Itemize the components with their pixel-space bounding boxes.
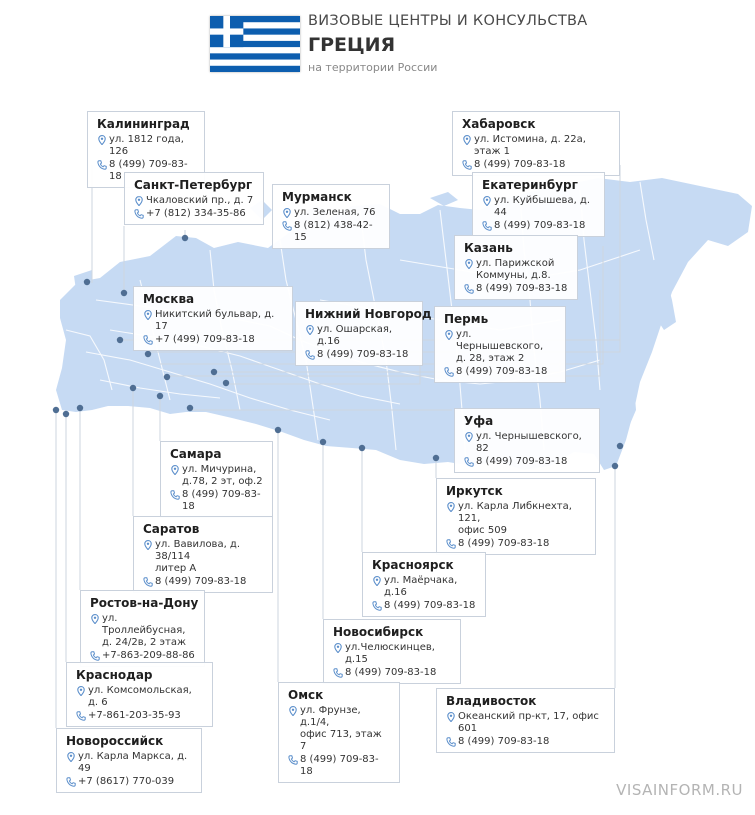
- phone-icon: [143, 577, 153, 587]
- city-card-murmansk: [272, 184, 390, 249]
- city-name: Санкт-Петербург: [134, 178, 253, 192]
- location-pin-icon: [143, 540, 153, 550]
- address-line: д.78, 2 эт, оф.2: [182, 476, 263, 487]
- phone-number[interactable]: 8 (499) 709-83-18: [458, 538, 550, 549]
- address: [462, 134, 611, 158]
- phone-number[interactable]: 8 (499) 709-83-18: [456, 366, 548, 377]
- phone[interactable]: [462, 159, 611, 171]
- address: [333, 642, 452, 666]
- phone-number[interactable]: +7-861-203-35-93: [88, 710, 181, 721]
- phone-icon: [446, 539, 456, 549]
- phone[interactable]: [134, 208, 255, 220]
- phone[interactable]: [170, 489, 264, 513]
- phone-number[interactable]: 8 (812) 438-42-15: [294, 220, 373, 243]
- phone[interactable]: [482, 220, 596, 232]
- city-card-irkutsk: [436, 478, 596, 555]
- phone[interactable]: [282, 220, 381, 244]
- city-card-saratov: [133, 516, 273, 593]
- address: [143, 539, 264, 575]
- address: [90, 613, 196, 649]
- phone-icon: [464, 457, 474, 467]
- phone-number[interactable]: 8 (499) 709-83-18: [476, 456, 568, 467]
- location-pin-icon: [143, 310, 153, 320]
- phone[interactable]: [444, 366, 557, 378]
- city-card-novosibirsk: [323, 619, 461, 684]
- address: [170, 464, 264, 488]
- phone-number[interactable]: 8 (499) 709-83-18: [317, 349, 409, 360]
- city-card-kazan: [454, 235, 578, 300]
- address-line: д. 24/2в, 2 этаж: [102, 637, 186, 648]
- location-pin-icon: [444, 330, 454, 340]
- city-name: Новороссийск: [66, 734, 164, 748]
- phone-icon: [482, 221, 492, 231]
- phone[interactable]: [333, 667, 452, 679]
- address-line: ул. Троллейбусная,: [102, 613, 186, 636]
- city-card-omsk: [278, 682, 400, 783]
- phone-number[interactable]: 8 (499) 709-83-18: [345, 667, 437, 678]
- header-subtitle: на территории России: [308, 61, 438, 74]
- address-line: ул. Чернышевского,: [456, 329, 544, 352]
- address-line: ул.Челюскинцев, д.15: [345, 642, 435, 665]
- phone-icon: [97, 160, 107, 170]
- phone-icon: [288, 755, 298, 765]
- address: [482, 195, 596, 219]
- location-pin-icon: [464, 432, 474, 442]
- city-name: Саратов: [143, 522, 200, 536]
- address: [282, 207, 381, 219]
- phone[interactable]: [90, 650, 196, 662]
- location-pin-icon: [76, 686, 86, 696]
- location-pin-icon: [170, 465, 180, 475]
- city-name: Новосибирск: [333, 625, 424, 639]
- city-name: Ростов-на-Дону: [90, 596, 199, 610]
- city-card-ufa: [454, 408, 600, 473]
- city-name: Красноярск: [372, 558, 454, 572]
- phone-icon: [444, 367, 454, 377]
- address-line: Коммуны, д.8.: [476, 270, 551, 281]
- address-line: ул. Мичурина,: [182, 464, 257, 475]
- city-name: Екатеринбург: [482, 178, 578, 192]
- city-card-krasnoyarsk: [362, 552, 486, 617]
- phone-number[interactable]: 8 (499) 709-83-18: [474, 159, 566, 170]
- address: [464, 258, 569, 282]
- city-name: Казань: [464, 241, 513, 255]
- phone-number[interactable]: 8 (499) 709-83-18: [384, 600, 476, 611]
- location-pin-icon: [464, 259, 474, 269]
- address: [446, 711, 606, 735]
- address-line: ул. Маёрчака, д.16: [384, 575, 458, 598]
- address-line: ул. Фрунзе, д.1/4,: [300, 705, 361, 728]
- phone-icon: [134, 209, 144, 219]
- address-line: ул. Чернышевского, 82: [476, 431, 582, 454]
- phone-number[interactable]: 8 (499) 709-83-18: [458, 736, 550, 747]
- address-line: ул. Комсомольская, д. 6: [88, 685, 192, 708]
- location-pin-icon: [305, 325, 315, 335]
- header-title: ВИЗОВЫЕ ЦЕНТРЫ И КОНСУЛЬСТВА: [308, 13, 588, 29]
- location-pin-icon: [97, 135, 107, 145]
- phone[interactable]: [446, 538, 587, 550]
- address-line: ул. Куйбышева, д. 44: [494, 195, 591, 218]
- location-pin-icon: [90, 614, 100, 624]
- location-pin-icon: [333, 643, 343, 653]
- city-name: Москва: [143, 292, 195, 306]
- city-name: Пермь: [444, 312, 489, 326]
- phone-icon: [66, 777, 76, 787]
- city-name: Мурманск: [282, 190, 352, 204]
- city-name: Иркутск: [446, 484, 503, 498]
- address: [97, 134, 196, 158]
- phone-number[interactable]: +7-863-209-88-86: [102, 650, 195, 661]
- city-card-ekaterinburg: [472, 172, 605, 237]
- phone-number[interactable]: 8 (499) 709-83-18: [109, 159, 188, 182]
- phone-icon: [76, 711, 86, 721]
- address-line: офис 509: [458, 525, 507, 536]
- address-line: ул. Вавилова, д. 38/114: [155, 539, 241, 562]
- phone-icon: [462, 160, 472, 170]
- address-line: д. 28, этаж 2: [456, 353, 525, 364]
- address-line: офис 713, этаж 7: [300, 729, 382, 752]
- phone[interactable]: [143, 334, 284, 346]
- phone[interactable]: [288, 754, 391, 778]
- city-name: Владивосток: [446, 694, 537, 708]
- city-name: Нижний Новгород: [305, 307, 432, 321]
- address: [464, 431, 591, 455]
- city-card-khabarovsk: [452, 111, 620, 176]
- phone[interactable]: [372, 600, 477, 612]
- phone[interactable]: [464, 456, 591, 468]
- phone[interactable]: [143, 576, 264, 588]
- phone-number[interactable]: +7 (812) 334-35-86: [146, 208, 246, 219]
- phone-icon: [282, 221, 292, 231]
- city-card-sankt-peterburg: [124, 172, 264, 225]
- address-line: Никитский бульвар, д. 17: [155, 309, 275, 332]
- city-card-vladivostok: [436, 688, 615, 753]
- address: [76, 685, 204, 709]
- city-name: Уфа: [464, 414, 494, 428]
- address-line: ул. Истомина, д. 22а, этаж 1: [474, 134, 586, 157]
- phone-icon: [170, 490, 180, 500]
- phone-number[interactable]: 8 (499) 709-83-18: [494, 220, 586, 231]
- address-line: ул. Зеленая, 76: [294, 207, 376, 218]
- address: [444, 329, 557, 365]
- city-name: Самара: [170, 447, 222, 461]
- location-pin-icon: [66, 752, 76, 762]
- phone-icon: [90, 651, 100, 661]
- phone-number[interactable]: +7 (8617) 770-039: [78, 776, 175, 787]
- phone-number[interactable]: 8 (499) 709-83-18: [476, 283, 568, 294]
- address: [134, 195, 255, 207]
- address-line: ул. 1812 года, 126: [109, 134, 184, 157]
- city-name: Краснодар: [76, 668, 153, 682]
- location-pin-icon: [482, 196, 492, 206]
- address-line: ул. Ошарская, д.16: [317, 324, 393, 347]
- phone[interactable]: [305, 349, 414, 361]
- phone-number[interactable]: 8 (499) 709-83-18: [300, 754, 379, 777]
- city-card-samara: [160, 441, 273, 518]
- city-name: Хабаровск: [462, 117, 536, 131]
- location-pin-icon: [446, 502, 456, 512]
- phone-number[interactable]: +7 (499) 709-83-18: [155, 334, 255, 345]
- city-card-rostov-na-donu: [80, 590, 205, 667]
- city-card-nizhniy-novgorod: [295, 301, 432, 366]
- location-pin-icon: [372, 576, 382, 586]
- location-pin-icon: [288, 706, 298, 716]
- phone-icon: [333, 668, 343, 678]
- address: [446, 501, 587, 537]
- phone-icon: [305, 350, 315, 360]
- phone-icon: [143, 335, 153, 345]
- location-pin-icon: [446, 712, 456, 722]
- address-line: Чкаловский пр., д. 7: [146, 195, 254, 206]
- address-line: литер А: [155, 563, 197, 574]
- address: [372, 575, 477, 599]
- location-pin-icon: [462, 135, 472, 145]
- address: [66, 751, 193, 775]
- phone[interactable]: [66, 776, 193, 788]
- location-pin-icon: [134, 196, 144, 206]
- address: [288, 705, 391, 753]
- phone-icon: [372, 601, 382, 611]
- address: [143, 309, 284, 333]
- header-country: ГРЕЦИЯ: [308, 34, 396, 56]
- phone-number[interactable]: 8 (499) 709-83-18: [182, 489, 261, 512]
- city-card-moskva: [133, 286, 293, 351]
- address-line: ул. Карла Либкнехта, 121,: [458, 501, 572, 524]
- city-name: Калининград: [97, 117, 190, 131]
- watermark: VISAINFORM.RU: [616, 781, 743, 799]
- location-pin-icon: [282, 208, 292, 218]
- phone[interactable]: [76, 710, 204, 722]
- city-name: Омск: [288, 688, 324, 702]
- address: [305, 324, 414, 348]
- phone-icon: [464, 284, 474, 294]
- address-line: Океанский пр-кт, 17, офис 601: [458, 711, 599, 734]
- city-card-novorossiysk: [56, 728, 202, 793]
- phone-number[interactable]: 8 (499) 709-83-18: [155, 576, 247, 587]
- phone-icon: [446, 737, 456, 747]
- city-card-krasnodar: [66, 662, 213, 727]
- phone[interactable]: [446, 736, 606, 748]
- city-card-perm: [434, 306, 566, 383]
- phone[interactable]: [464, 283, 569, 295]
- address-line: ул. Карла Маркса, д. 49: [78, 751, 188, 774]
- address-line: ул. Парижской: [476, 258, 555, 269]
